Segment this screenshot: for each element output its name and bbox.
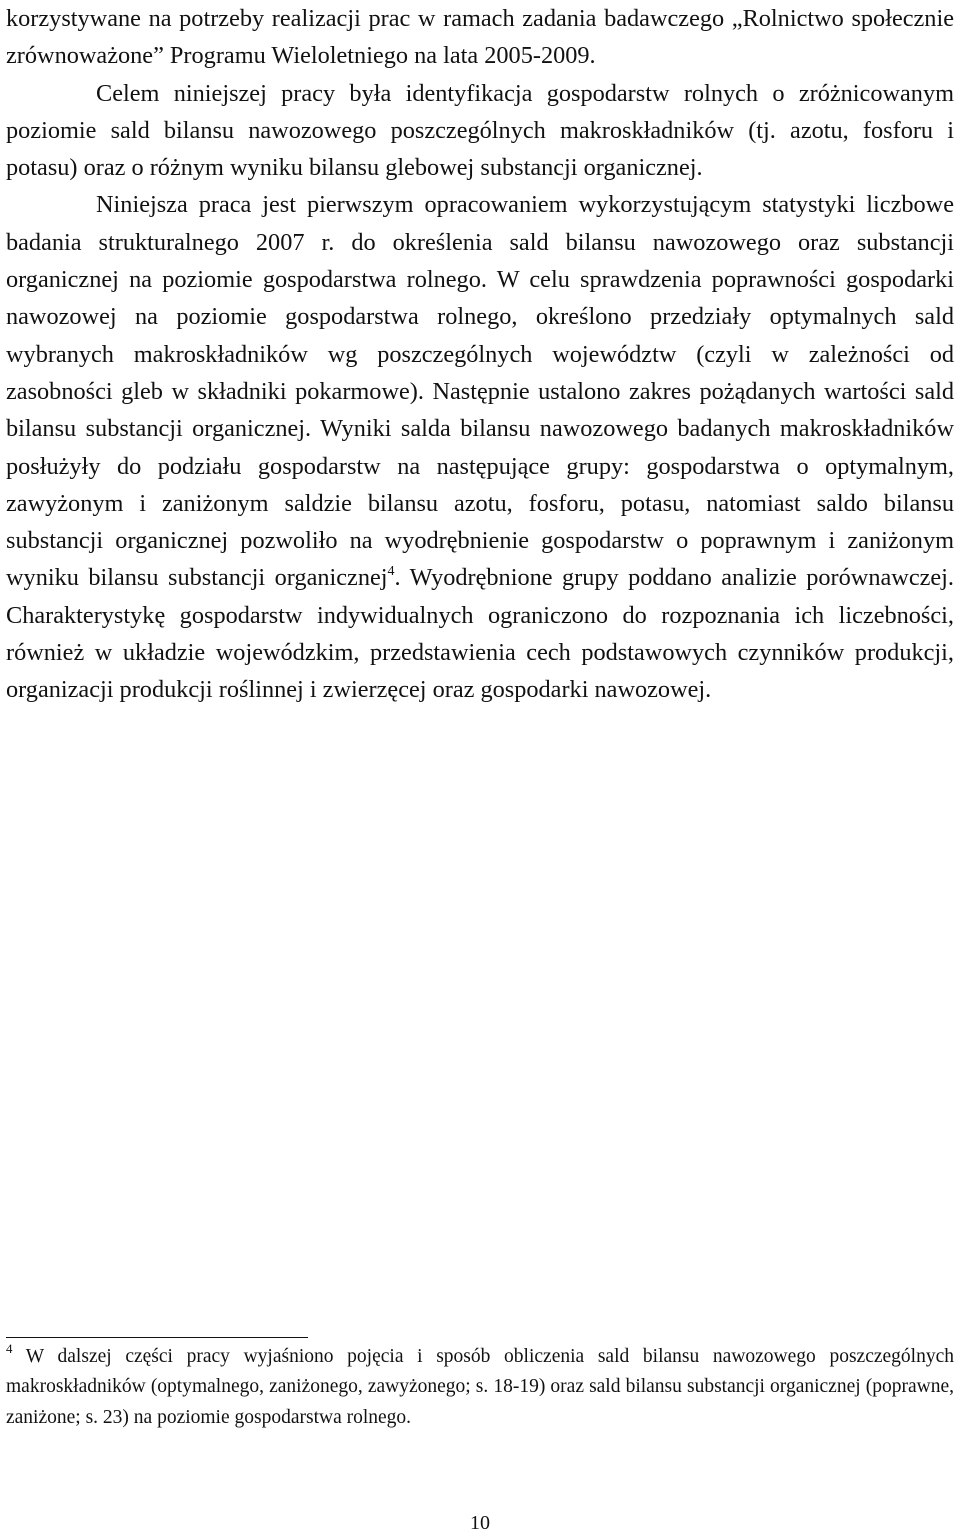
- paragraph-method: [6, 186, 954, 708]
- paragraph-aim: Celem niniejszej pracy była identyfikacja gospodarstw rolnych o zróżnicowanym poziomie sald bilansu nawozowego poszczególnych makroskładników (tj. azotu, fosforu i potasu) oraz o różnym wyniku bilansu glebowej substancji organicznej.: [6, 79, 954, 182]
- paragraph-method-text-continued: . Wyodrębnione grupy poddano analizie porównawczej. Charakterystykę gospodarstw indywidualnych ograniczono do rozpoznania ich liczebności, również w układzie wojewódzkim, przedstawienia cech podstawowych czynników produkcji, organizacji produkcji roślinnej i zwierzęcej oraz gospodarki nawozowej.: [6, 564, 954, 704]
- paragraph-method-text: Niniejsza praca jest pierwszym opracowaniem wykorzystującym statystyki liczbowe badania strukturalnego 2007 r. do określenia sald bilansu nawozowego oraz substancji organicznej na poziomie gospodarstwa rolnego. W celu sprawdzenia poprawności gospodarki nawozowej na poziomie gospodarstwa rolnego, określono przedziały optymalnych sald wybranych makroskładników wg poszczególnych województw (czyli w zależności od zasobności gleb w składniki pokarmowe). Następnie ustalono zakres pożądanych wartości sald bilansu substancji organicznej. Wyniki salda bilansu nawozowego badanych makroskładników posłużyły do podziału gospodarstw na następujące grupy: gospodarstwa o optymalnym, zawyżonym i zaniżonym saldzie bilansu azotu, fosforu, potasu, natomiast saldo bilansu substancji organicznej pozwoliło na wyodrębnienie gospodarstw o poprawnym i zaniżonym wyniku bilansu substancji organicznej: [6, 191, 954, 592]
- footnote-text: W dalszej części pracy wyjaśniono pojęcia i sposób obliczenia sald bilansu nawozowego poszczególnych makroskładników (optymalnego, zaniżonego, zawyżonego; s. 18-19) oraz sald bilansu substancji organicznej (poprawne, zaniżone; s. 23) na poziomie gospodarstwa rolnego.: [6, 1346, 954, 1428]
- footnote: [6, 1342, 954, 1433]
- footnote-marker: 4: [6, 1341, 13, 1356]
- document-page: [6, 0, 954, 1537]
- footnote-reference[interactable]: 4: [387, 564, 395, 580]
- footnote-separator: [6, 1337, 308, 1338]
- main-text: [6, 0, 954, 709]
- page-number: 10: [470, 1512, 490, 1534]
- paragraph-continued: korzystywane na potrzeby realizacji prac w ramach zadania badawczego „Rolnictwo społecznie zrównoważone” Programu Wieloletniego na lata 2005-2009.: [6, 5, 954, 70]
